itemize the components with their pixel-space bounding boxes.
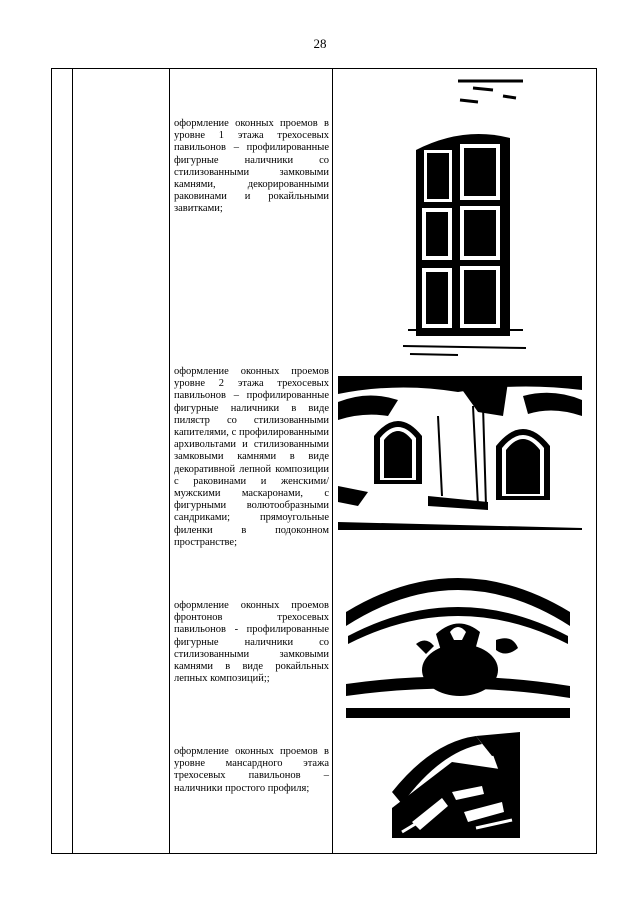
table-left-border — [51, 68, 52, 854]
pediment-window-photo-icon — [346, 574, 570, 718]
row-1-description: оформление оконных проемов в уровне 1 этажа трехосевых павильонов – профилированные фигурные наличники со стилизованными замковыми камнями, декорированными раковинами и рокайльными завитками; — [174, 118, 329, 215]
page-number: 28 — [313, 36, 327, 51]
column-divider-2 — [169, 68, 170, 854]
table-right-border — [596, 68, 597, 854]
window-photo-icon — [398, 78, 530, 360]
column-divider-3 — [332, 68, 333, 854]
row-2-description: оформление оконных проемов уровне 2 этажа трехосевых павильонов – профилированные фигурные наличники в виде пилястр со стилизованными капителями, с профилированными архивольтами и стилизованными замковыми камнями в виде декоративной лепной композиции с раковинами и женскими/мужскими маскаронами, с фигурными волютообразными сандриками; прямоугольные филенки в подоконном пространстве; — [174, 366, 329, 548]
mansard-window-photo-icon — [392, 732, 520, 838]
row-4-description: оформление оконных проемов в уровне мансардного этажа трехосевых павильонов – наличники простого профиля; — [174, 746, 329, 794]
table-top-border — [51, 68, 597, 69]
arched-windows-photo-icon — [338, 376, 582, 530]
column-divider-1 — [72, 68, 73, 854]
table-bottom-border — [51, 853, 597, 854]
row-3-description: оформление оконных проемов фронтонов трехосевых павильонов - профилированные фигурные наличники со стилизованными замковыми камнями в виде рокайльных лепных композиций;; — [174, 600, 329, 685]
